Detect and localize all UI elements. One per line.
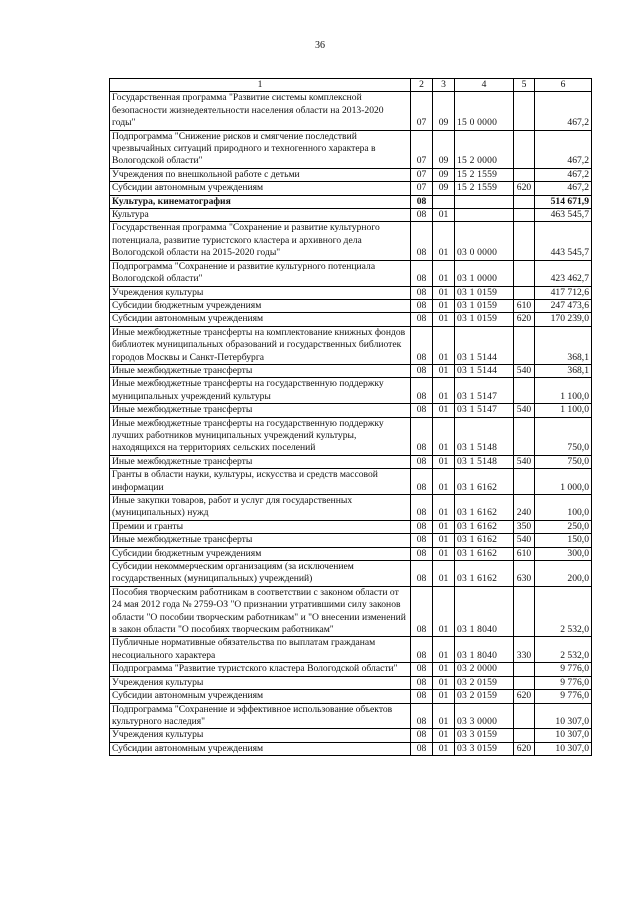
table-row <box>110 742 592 755</box>
row-amount-cell: 463 545,7 <box>535 209 592 222</box>
row-subsection-cell: 01 <box>433 534 455 547</box>
table-row <box>110 182 592 195</box>
row-name-cell: Субсидии автономным учреждениям <box>110 742 411 755</box>
header-col-2: 2 <box>411 79 433 92</box>
row-section-cell: 08 <box>411 378 433 404</box>
row-target-code-cell <box>455 195 514 208</box>
row-expense-type-cell <box>514 703 535 729</box>
row-name-cell: Культура, кинематография <box>110 195 411 208</box>
row-target-code-cell: 03 1 5144 <box>455 326 514 364</box>
row-subsection-cell: 01 <box>433 547 455 560</box>
header-col-5: 5 <box>514 79 535 92</box>
row-section-cell: 08 <box>411 547 433 560</box>
row-subsection-cell: 01 <box>433 222 455 260</box>
row-name-cell: Подпрограмма "Снижение рисков и смягчение последствий чрезвычайных ситуаций природного и техногенного характера в Вологодской области" <box>110 130 411 168</box>
row-section-cell: 08 <box>411 469 433 495</box>
table-body <box>110 92 592 756</box>
row-subsection-cell: 01 <box>433 495 455 521</box>
row-target-code-cell: 03 3 0159 <box>455 742 514 755</box>
header-col-4: 4 <box>455 79 514 92</box>
row-amount-cell: 250,0 <box>535 520 592 533</box>
row-subsection-cell: 01 <box>433 520 455 533</box>
table-row <box>110 690 592 703</box>
row-expense-type-cell: 620 <box>514 690 535 703</box>
row-section-cell: 08 <box>411 703 433 729</box>
row-subsection-cell: 01 <box>433 561 455 587</box>
table-row <box>110 534 592 547</box>
row-target-code-cell: 15 0 0000 <box>455 92 514 130</box>
table-row <box>110 729 592 742</box>
row-target-code-cell: 03 1 0159 <box>455 313 514 326</box>
row-subsection-cell: 01 <box>433 404 455 417</box>
table-row <box>110 299 592 312</box>
row-expense-type-cell: 610 <box>514 547 535 560</box>
row-section-cell: 08 <box>411 455 433 468</box>
row-section-cell: 08 <box>411 195 433 208</box>
row-amount-cell: 10 307,0 <box>535 742 592 755</box>
row-expense-type-cell <box>514 92 535 130</box>
table-row <box>110 209 592 222</box>
row-section-cell: 08 <box>411 404 433 417</box>
row-expense-type-cell <box>514 286 535 299</box>
table-row <box>110 703 592 729</box>
row-name-cell: Субсидии автономным учреждениям <box>110 182 411 195</box>
row-section-cell: 08 <box>411 676 433 689</box>
row-expense-type-cell: 620 <box>514 742 535 755</box>
budget-table <box>109 78 592 756</box>
row-target-code-cell: 03 1 6162 <box>455 534 514 547</box>
row-subsection-cell: 01 <box>433 703 455 729</box>
row-expense-type-cell <box>514 222 535 260</box>
row-section-cell: 08 <box>411 534 433 547</box>
row-expense-type-cell: 540 <box>514 404 535 417</box>
row-expense-type-cell <box>514 417 535 455</box>
table-row <box>110 313 592 326</box>
row-target-code-cell <box>455 209 514 222</box>
table-row <box>110 561 592 587</box>
page-number: 36 <box>315 40 325 51</box>
row-expense-type-cell: 620 <box>514 182 535 195</box>
row-name-cell: Учреждения по внешкольной работе с детьми <box>110 168 411 181</box>
row-amount-cell: 9 776,0 <box>535 676 592 689</box>
row-amount-cell: 2 532,0 <box>535 637 592 663</box>
row-section-cell: 07 <box>411 92 433 130</box>
row-name-cell: Подпрограмма "Сохранение и эффективное использование объектов культурного наследия" <box>110 703 411 729</box>
row-section-cell: 07 <box>411 130 433 168</box>
header-col-1: 1 <box>110 79 411 92</box>
row-section-cell: 08 <box>411 729 433 742</box>
row-amount-cell: 150,0 <box>535 534 592 547</box>
table-row <box>110 586 592 637</box>
row-name-cell: Субсидии автономным учреждениям <box>110 313 411 326</box>
row-name-cell: Субсидии автономным учреждениям <box>110 690 411 703</box>
row-subsection-cell: 01 <box>433 455 455 468</box>
row-subsection-cell: 01 <box>433 729 455 742</box>
row-name-cell: Культура <box>110 209 411 222</box>
row-target-code-cell: 03 1 5148 <box>455 455 514 468</box>
row-name-cell: Иные межбюджетные трансферты <box>110 364 411 377</box>
row-expense-type-cell <box>514 586 535 637</box>
row-subsection-cell: 01 <box>433 742 455 755</box>
row-target-code-cell: 03 0 0000 <box>455 222 514 260</box>
row-expense-type-cell <box>514 378 535 404</box>
row-subsection-cell: 01 <box>433 690 455 703</box>
table-row <box>110 168 592 181</box>
row-section-cell: 08 <box>411 222 433 260</box>
row-section-cell: 08 <box>411 260 433 286</box>
row-subsection-cell: 01 <box>433 209 455 222</box>
row-section-cell: 08 <box>411 417 433 455</box>
row-target-code-cell: 03 2 0000 <box>455 663 514 676</box>
table-row <box>110 676 592 689</box>
row-name-cell: Подпрограмма "Сохранение и развитие культурного потенциала Вологодской области" <box>110 260 411 286</box>
table-row <box>110 222 592 260</box>
row-amount-cell: 100,0 <box>535 495 592 521</box>
row-expense-type-cell: 350 <box>514 520 535 533</box>
row-section-cell: 08 <box>411 364 433 377</box>
row-section-cell: 08 <box>411 663 433 676</box>
row-amount-cell: 1 100,0 <box>535 378 592 404</box>
row-name-cell: Государственная программа "Развитие системы комплексной безопасности жизнедеятельности населения области на 2013-2020 годы" <box>110 92 411 130</box>
row-section-cell: 08 <box>411 520 433 533</box>
row-name-cell: Субсидии бюджетным учреждениям <box>110 299 411 312</box>
row-subsection-cell: 01 <box>433 676 455 689</box>
row-target-code-cell: 15 2 0000 <box>455 130 514 168</box>
row-subsection-cell: 01 <box>433 364 455 377</box>
row-subsection-cell: 09 <box>433 182 455 195</box>
row-name-cell: Публичные нормативные обязательства по выплатам гражданам несоциального характера <box>110 637 411 663</box>
row-expense-type-cell <box>514 469 535 495</box>
header-col-6: 6 <box>535 79 592 92</box>
row-subsection-cell: 09 <box>433 92 455 130</box>
row-subsection-cell: 01 <box>433 417 455 455</box>
row-target-code-cell: 03 1 6162 <box>455 495 514 521</box>
row-expense-type-cell <box>514 326 535 364</box>
row-section-cell: 08 <box>411 286 433 299</box>
row-target-code-cell: 03 1 8040 <box>455 637 514 663</box>
row-expense-type-cell <box>514 130 535 168</box>
row-subsection-cell: 01 <box>433 313 455 326</box>
row-target-code-cell: 03 1 6162 <box>455 469 514 495</box>
row-section-cell: 08 <box>411 690 433 703</box>
row-expense-type-cell <box>514 676 535 689</box>
row-amount-cell: 443 545,7 <box>535 222 592 260</box>
row-name-cell: Субсидии бюджетным учреждениям <box>110 547 411 560</box>
row-section-cell: 08 <box>411 299 433 312</box>
row-name-cell: Гранты в области науки, культуры, искусства и средств массовой информации <box>110 469 411 495</box>
row-amount-cell: 750,0 <box>535 417 592 455</box>
row-subsection-cell: 01 <box>433 326 455 364</box>
row-name-cell: Учреждения культуры <box>110 286 411 299</box>
row-subsection-cell: 01 <box>433 663 455 676</box>
row-amount-cell: 467,2 <box>535 182 592 195</box>
row-target-code-cell: 03 1 0000 <box>455 260 514 286</box>
table-row <box>110 520 592 533</box>
row-amount-cell: 9 776,0 <box>535 690 592 703</box>
row-section-cell: 08 <box>411 326 433 364</box>
row-subsection-cell: 01 <box>433 586 455 637</box>
row-amount-cell: 368,1 <box>535 326 592 364</box>
row-amount-cell: 2 532,0 <box>535 586 592 637</box>
row-section-cell: 07 <box>411 168 433 181</box>
table-row <box>110 364 592 377</box>
table-row <box>110 417 592 455</box>
row-section-cell: 08 <box>411 209 433 222</box>
row-amount-cell: 1 100,0 <box>535 404 592 417</box>
row-name-cell: Иные межбюджетные трансферты <box>110 404 411 417</box>
row-section-cell: 07 <box>411 182 433 195</box>
row-amount-cell: 200,0 <box>535 561 592 587</box>
row-subsection-cell: 01 <box>433 378 455 404</box>
row-target-code-cell: 15 2 1559 <box>455 168 514 181</box>
table-row <box>110 326 592 364</box>
row-expense-type-cell <box>514 209 535 222</box>
table-row <box>110 663 592 676</box>
row-amount-cell: 467,2 <box>535 168 592 181</box>
table-row <box>110 130 592 168</box>
row-subsection-cell: 01 <box>433 637 455 663</box>
row-target-code-cell: 03 1 5144 <box>455 364 514 377</box>
row-subsection-cell: 01 <box>433 260 455 286</box>
table-row <box>110 195 592 208</box>
row-expense-type-cell <box>514 168 535 181</box>
row-target-code-cell: 03 1 5148 <box>455 417 514 455</box>
row-expense-type-cell: 540 <box>514 455 535 468</box>
row-expense-type-cell <box>514 663 535 676</box>
row-expense-type-cell: 540 <box>514 534 535 547</box>
row-name-cell: Иные межбюджетные трансферты <box>110 455 411 468</box>
row-subsection-cell: 09 <box>433 168 455 181</box>
row-name-cell: Иные межбюджетные трансферты на государственную поддержку муниципальных учреждений культуры <box>110 378 411 404</box>
row-name-cell: Иные межбюджетные трансферты на государственную поддержку лучших работников муниципальных учреждений культуры, находящихся на территориях сельских поселений <box>110 417 411 455</box>
row-target-code-cell: 03 3 0159 <box>455 729 514 742</box>
table-row <box>110 404 592 417</box>
row-target-code-cell: 03 1 0159 <box>455 299 514 312</box>
row-amount-cell: 300,0 <box>535 547 592 560</box>
row-expense-type-cell: 540 <box>514 364 535 377</box>
row-name-cell: Иные межбюджетные трансферты на комплектование книжных фондов библиотек муниципальных образований и государственных библиотек городов Москвы и Санкт-Петербурга <box>110 326 411 364</box>
table-header-row <box>110 79 592 92</box>
row-target-code-cell: 03 1 6162 <box>455 561 514 587</box>
table-row <box>110 455 592 468</box>
row-amount-cell: 247 473,6 <box>535 299 592 312</box>
row-expense-type-cell: 610 <box>514 299 535 312</box>
row-amount-cell: 10 307,0 <box>535 729 592 742</box>
row-expense-type-cell: 630 <box>514 561 535 587</box>
table-row <box>110 378 592 404</box>
table-row <box>110 495 592 521</box>
row-expense-type-cell: 240 <box>514 495 535 521</box>
row-target-code-cell: 03 2 0159 <box>455 676 514 689</box>
row-amount-cell: 1 000,0 <box>535 469 592 495</box>
row-amount-cell: 750,0 <box>535 455 592 468</box>
row-section-cell: 08 <box>411 637 433 663</box>
row-expense-type-cell <box>514 729 535 742</box>
row-amount-cell: 170 239,0 <box>535 313 592 326</box>
row-expense-type-cell <box>514 195 535 208</box>
row-name-cell: Премии и гранты <box>110 520 411 533</box>
row-name-cell: Учреждения культуры <box>110 676 411 689</box>
table-row <box>110 469 592 495</box>
row-name-cell: Подпрограмма "Развитие туристского кластера Вологодской области" <box>110 663 411 676</box>
row-amount-cell: 514 671,9 <box>535 195 592 208</box>
row-section-cell: 08 <box>411 586 433 637</box>
table-row <box>110 92 592 130</box>
row-name-cell: Государственная программа "Сохранение и развитие культурного потенциала, развитие туристского кластера и архивного дела Вологодской области на 2015-2020 годы" <box>110 222 411 260</box>
row-section-cell: 08 <box>411 742 433 755</box>
header-col-3: 3 <box>433 79 455 92</box>
row-target-code-cell: 03 1 5147 <box>455 378 514 404</box>
row-name-cell: Учреждения культуры <box>110 729 411 742</box>
row-target-code-cell: 03 1 6162 <box>455 547 514 560</box>
row-subsection-cell <box>433 195 455 208</box>
row-expense-type-cell: 330 <box>514 637 535 663</box>
row-name-cell: Субсидии некоммерческим организациям (за исключением государственных (муниципальных) учреждений) <box>110 561 411 587</box>
table-row <box>110 286 592 299</box>
row-amount-cell: 368,1 <box>535 364 592 377</box>
row-section-cell: 08 <box>411 313 433 326</box>
row-target-code-cell: 03 3 0000 <box>455 703 514 729</box>
row-subsection-cell: 01 <box>433 286 455 299</box>
row-subsection-cell: 09 <box>433 130 455 168</box>
table-row <box>110 637 592 663</box>
row-expense-type-cell: 620 <box>514 313 535 326</box>
table-row <box>110 547 592 560</box>
row-target-code-cell: 03 1 6162 <box>455 520 514 533</box>
row-target-code-cell: 03 1 0159 <box>455 286 514 299</box>
row-name-cell: Иные межбюджетные трансферты <box>110 534 411 547</box>
row-target-code-cell: 03 2 0159 <box>455 690 514 703</box>
row-section-cell: 08 <box>411 561 433 587</box>
row-amount-cell: 467,2 <box>535 130 592 168</box>
row-section-cell: 08 <box>411 495 433 521</box>
row-subsection-cell: 01 <box>433 299 455 312</box>
row-amount-cell: 417 712,6 <box>535 286 592 299</box>
row-target-code-cell: 15 2 1559 <box>455 182 514 195</box>
row-name-cell: Пособия творческим работникам в соответствии с законом области от 24 мая 2012 года № 2759-ОЗ "О признании утратившими силу законов области "О пособии творческим работникам" и "О внесении изменений в закон области "О пособиях творческим работникам" <box>110 586 411 637</box>
row-name-cell: Иные закупки товаров, работ и услуг для государственных (муниципальных) нужд <box>110 495 411 521</box>
row-amount-cell: 467,2 <box>535 92 592 130</box>
table-row <box>110 260 592 286</box>
row-target-code-cell: 03 1 5147 <box>455 404 514 417</box>
row-expense-type-cell <box>514 260 535 286</box>
row-amount-cell: 9 776,0 <box>535 663 592 676</box>
row-amount-cell: 10 307,0 <box>535 703 592 729</box>
row-subsection-cell: 01 <box>433 469 455 495</box>
row-target-code-cell: 03 1 8040 <box>455 586 514 637</box>
row-amount-cell: 423 462,7 <box>535 260 592 286</box>
